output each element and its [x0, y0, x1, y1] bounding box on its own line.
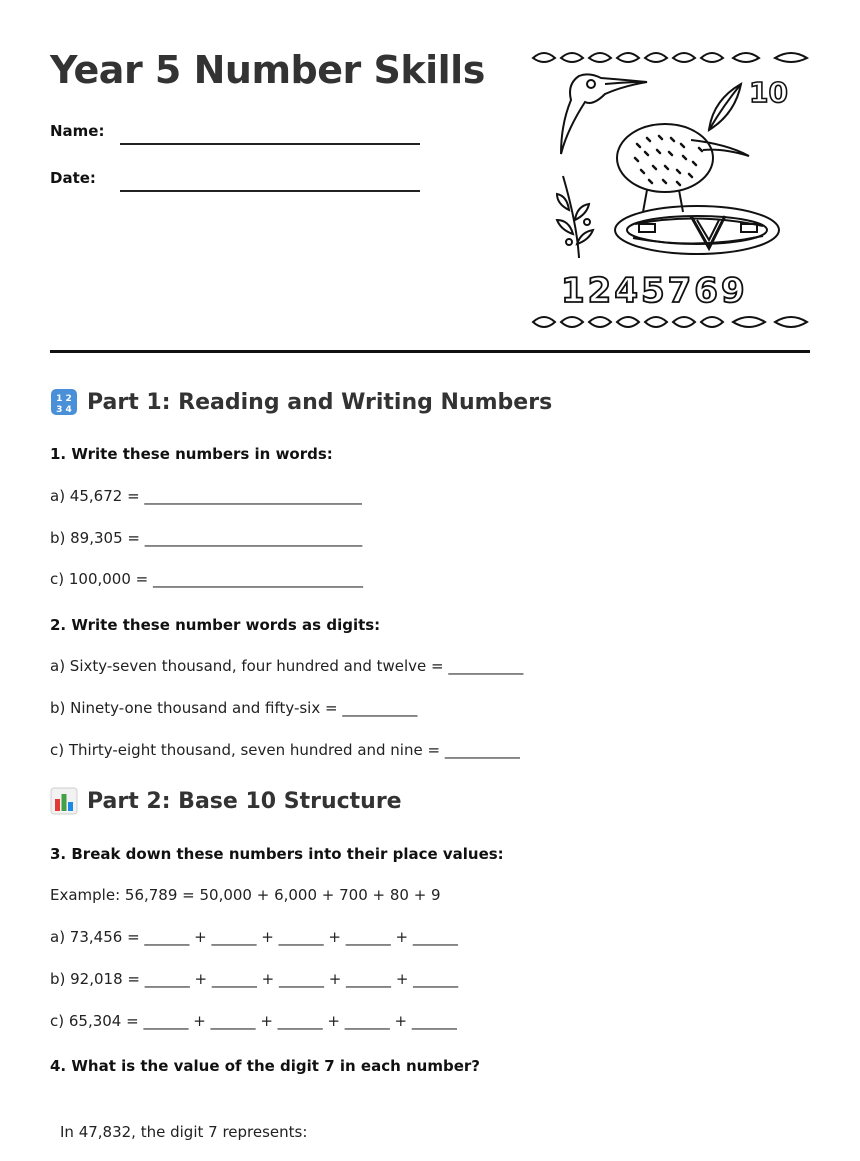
top-border-ornament	[533, 53, 807, 62]
q4-item-a: In 47,832, the digit 7 represents:	[60, 1123, 308, 1141]
svg-text:3 4: 3 4	[56, 405, 72, 415]
date-label: Date:	[50, 169, 96, 187]
part1-heading	[50, 388, 552, 416]
q2-item-b: b) Ninety-one thousand and fifty-six = __________	[50, 699, 418, 717]
q1-item-c: c) 100,000 = ____________________________	[50, 570, 364, 588]
question-1-prompt: 1. Write these numbers in words:	[50, 445, 333, 463]
bar-chart-icon	[50, 787, 78, 815]
question-3-prompt: 3. Break down these numbers into their place values:	[50, 845, 504, 863]
q3-item-b: b) 92,018 = ______ + ______ + ______ + ______ + ______	[50, 970, 459, 988]
fern-sprig	[557, 176, 593, 258]
q3-item-a: a) 73,456 = ______ + ______ + ______ + ______ + ______	[50, 928, 458, 946]
header-divider	[50, 350, 810, 353]
input-numbers-icon	[50, 388, 78, 416]
part2-heading-text: Part 2: Base 10 Structure	[87, 788, 402, 814]
question-2-prompt: 2. Write these number words as digits:	[50, 616, 381, 634]
name-label: Name:	[50, 122, 105, 140]
q1-item-b: b) 89,305 = _____________________________	[50, 529, 363, 547]
q1-item-a: a) 45,672 = _____________________________	[50, 487, 362, 505]
svg-text:1 2: 1 2	[56, 394, 72, 404]
page-title: Year 5 Number Skills	[50, 48, 485, 92]
bottom-border-ornament	[533, 317, 807, 327]
toucan-head	[561, 74, 647, 154]
part2-heading	[50, 787, 402, 815]
bird-on-mat-image	[527, 44, 813, 336]
q2-item-a: a) Sixty-seven thousand, four hundred and twelve = __________	[50, 657, 524, 675]
kiwi-body	[617, 124, 749, 212]
woven-mat	[615, 206, 779, 254]
part1-heading-text: Part 1: Reading and Writing Numbers	[87, 389, 553, 415]
bird-illustration	[527, 44, 813, 336]
q2-item-c: c) Thirty-eight thousand, seven hundred and nine = __________	[50, 741, 520, 759]
q3-example: Example: 56,789 = 50,000 + 6,000 + 700 + 80 + 9	[50, 886, 441, 904]
name-field[interactable]	[120, 143, 420, 145]
date-field[interactable]	[120, 190, 420, 192]
q3-item-c: c) 65,304 = ______ + ______ + ______ + ______ + ______	[50, 1012, 457, 1030]
question-4-prompt: 4. What is the value of the digit 7 in each number?	[50, 1057, 480, 1075]
badge-number: 10	[749, 76, 788, 109]
digit-row: 1245769	[561, 271, 748, 311]
